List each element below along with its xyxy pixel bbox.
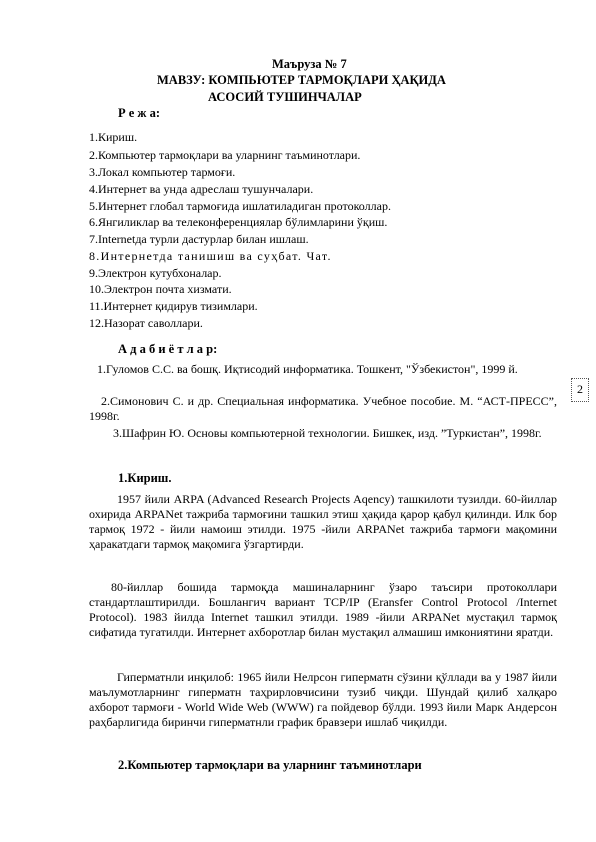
plan-title: Р е ж а: [118, 106, 161, 120]
literature-title: А д а б и ё т л а р: [118, 342, 218, 356]
plan-item: 12.Назорат саволлари. [89, 316, 203, 330]
literature-item: 3.Шафрин Ю. Основы компьютерной технологии. Бишкек, изд. ”Туркистан”, 1998г. [113, 426, 542, 440]
section1-title: 1.Кириш. [118, 471, 172, 485]
plan-item: 8.Интернетда танишиш ва суҳбат. Чат. [89, 249, 332, 263]
topic-title-line2: АСОСИЙ ТУШИНЧАЛАР [208, 90, 362, 104]
plan-item: 6.Янгиликлар ва телеконференциялар бўлимларини ўқиш. [89, 215, 388, 229]
plan-item: 1.Кириш. [89, 130, 138, 144]
section1-paragraph: 1957 йили ARPA (Advanced Research Projects Aqency) ташкилоти тузилди. 60-йиллар охирида ARPANet тажриба тармоғини ташкил этиш ҳақида қарор қабул қилинди. Илк бор тармоқ 1972 - йили намоиш этилди. 1975 -йили ARPANet тажриба тармоғи мақомини ҳаракатдаги тармоқ мақомига ўзгартирди. [89, 492, 557, 551]
plan-item: 5.Интернет глобал тармоғида ишлатиладиган протоколлар. [89, 199, 391, 213]
plan-item: 4.Интернет ва унда адреслаш тушунчалари. [89, 182, 314, 196]
topic-title-line1: МАВЗУ: КОМПЬЮТЕР ТАРМОҚЛАРИ ҲАҚИДА [157, 73, 446, 87]
plan-item: 9.Электрон кутубхоналар. [89, 266, 222, 280]
literature-item: 1.Гуломов С.С. ва бошқ. Иқтисодий информатика. Тошкент, "Ўзбекистон", 1999 й. [97, 362, 518, 376]
lecture-number: Маъруза № 7 [272, 57, 347, 71]
page-number: 2 [571, 378, 589, 402]
section1-paragraph: 80-йиллар бошида тармоқда машиналарнинг ўзаро таъсири протоколлари стандартлаштирилди. Бошлангич вариант TCP/IP (Eransfer Control Protocol /Internet Protocol). 1983 йилда Internet ташкил этилди. 1989 -йили ARPANet мустақил тармоқ сифатида тугатилди. Интернет ахборотлар билан мустақил алмашиш имкониятини яратди. [89, 580, 557, 639]
plan-item: 10.Электрон почта хизмати. [89, 282, 232, 296]
plan-item: 11.Интернет қидирув тизимлари. [89, 299, 258, 313]
plan-item: 3.Локал компьютер тармоғи. [89, 165, 236, 179]
section1-paragraph: Гиперматнли инқилоб: 1965 йили Нелрсон гиперматн сўзини қўллади ва у 1987 йили маълумотларнинг гиперматн таҳрирловчисини тузиб чиқди. Шундай қилиб халқаро ахборот тармоғи - World Wide Web (WWW) га пойдевор бўлди. 1993 йили Марк Андерсон раҳбарлигида биринчи гиперматнли график бравзери ишлаб чиқилди. [89, 670, 557, 729]
section2-title: 2.Компьютер тармоқлари ва уларнинг таъминотлари [118, 758, 422, 772]
plan-item: 2.Компьютер тармоқлари ва уларнинг таъминотлари. [89, 148, 361, 162]
literature-item: 2.Симонович С. и др. Специальная информатика. Учебное пособие. М. “АСТ-ПРЕСС”, 1998г. [89, 394, 557, 423]
plan-item: 7.Internetда турли дастурлар билан ишлаш. [89, 232, 309, 246]
